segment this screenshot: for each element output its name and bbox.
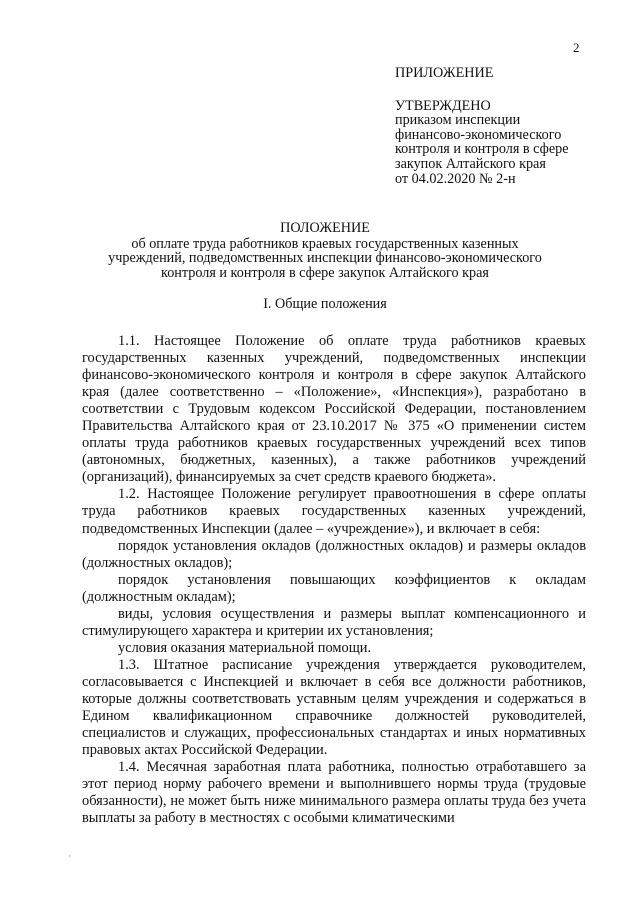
list-item: порядок установления окладов (должностных окладов) и размеры окладов (должностных окладов); [82,537,586,571]
paragraph-1-4: 1.4. Месячная заработная плата работника, полностью отработавшего за этот период норму рабочего времени и выполнившего нормы труда (трудовые обязанности), не может быть ниже минимального размера оплаты труда без учета выплаты за работу в местностях с особыми климатическими [82,759,586,827]
body-text [82,333,586,827]
page-number: 2 [573,40,580,55]
title-heading: ПОЛОЖЕНИЕ [280,220,370,236]
list-item: условия оказания материальной помощи. [118,639,372,656]
approval-line: контроля и контроля в сфере [395,141,569,158]
approval-line: финансово-экономического [395,126,562,143]
appendix-label: ПРИЛОЖЕНИЕ [395,65,494,81]
approval-line: приказом инспекции [395,112,521,129]
approval-line: от 04.02.2020 № 2-н [395,170,516,187]
paragraph-1-3: 1.3. Штатное расписание учреждения утверждается руководителем, согласовывается с Инспекцией и включает в себя все должности работников, которые должны соответствовать уставным целям учреждения и содержаться в Едином квалификационном справочнике должностей руководителей, специалистов и служащих, профессиональных стандартах и иных нормативных правовых актах Российской Федерации. [82,656,586,759]
approval-block [395,66,610,186]
approved-label: УТВЕРЖДЕНО [395,97,491,114]
paragraph-1-1: 1.1. Настоящее Положение об оплате труда работников краевых государственных казенных учреждений, подведомственных инспекции финансово-экономического контроля и контроля в сфере закупок Алтайского края (далее соответственно – «Положение», «Инспекция»), разработано в соответствии с Трудовым кодексом Российской Федерации, постановлением Правительства Алтайского края от 23.10.2017 № 375 «О применении систем оплаты труда работников краевых государственных учреждений всех типов (автономных, бюджетных, казенных), а также работников учреждений (организаций), финансируемых за счет средств краевого бюджета». [82,333,586,486]
title-subtitle-line: учреждений, подведомственных инспекции финансово-экономического [108,250,542,267]
approval-line: закупок Алтайского края [395,155,546,172]
scan-speck: · [68,852,71,861]
section-title: I. Общие положения [263,296,387,312]
paragraph-1-2: 1.2. Настоящее Положение регулирует правоотношения в сфере оплаты труда работников краевых государственных казенных учреждений, подведомственных Инспекции (далее – «учреждение»), и включает в себя: [82,486,586,537]
document-title [80,221,570,280]
list-item: порядок установления повышающих коэффициентов к окладам (должностным окладам); [82,571,586,605]
title-subtitle-line: контроля и контроля в сфере закупок Алтайского края [161,264,489,281]
list-item: виды, условия осуществления и размеры выплат компенсационного и стимулирующего характера и критерии их установления; [82,605,586,639]
title-subtitle-line: об оплате труда работников краевых государственных казенных [131,235,519,252]
